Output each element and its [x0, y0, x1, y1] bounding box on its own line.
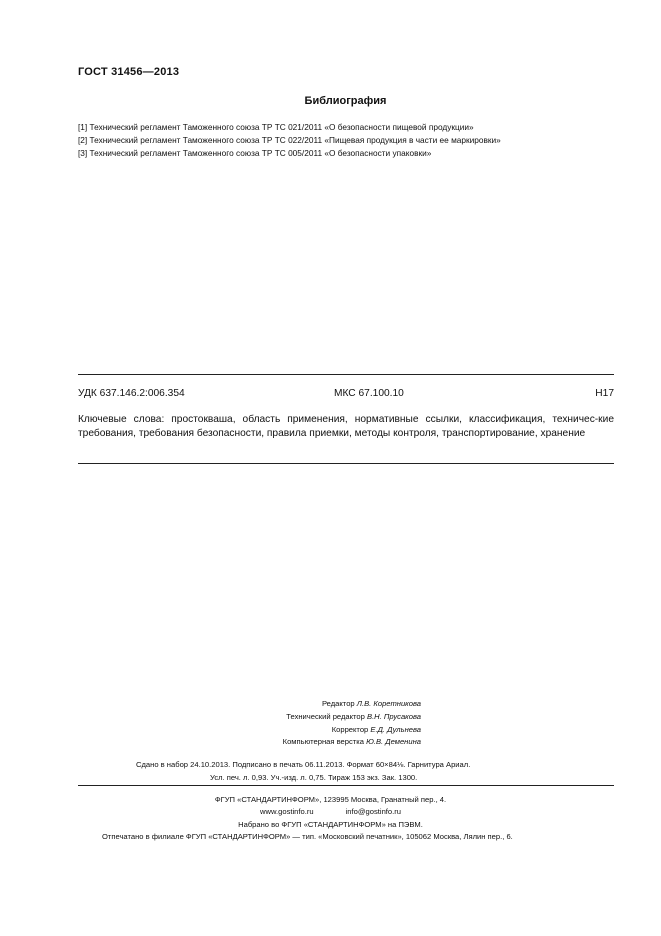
editor-role: Технический редактор: [286, 711, 365, 721]
editor-name: Ю.В. Деменина: [366, 737, 421, 747]
bottom-divider: [78, 463, 614, 464]
editor-name: Е.Д. Дульнева: [370, 724, 421, 734]
publisher-address: ФГУП «СТАНДАРТИНФОРМ», 123995 Москва, Гранатный пер., 4.: [214, 795, 447, 804]
editor-row: [0, 698, 421, 711]
okp-code: Н17: [595, 388, 614, 399]
keywords-text: Ключевые слова: простокваша, область применения, нормативные ссылки, классификация, техничес-кие требования, требования безопасности, правила приемки, методы контроля, транспортирование, хранение: [78, 414, 614, 439]
classification-row: [78, 388, 614, 399]
bibliography-item: [3] Технический регламент Таможенного союза ТР ТС 005/2011 «О безопасности упаковки»: [78, 148, 432, 158]
editor-role: Корректор: [331, 724, 369, 734]
print-info-line: Усл. печ. л. 0,93. Уч.-изд. л. 0,75. Тираж 153 экз. Зак. 1300.: [210, 772, 418, 782]
contact-row: [0, 806, 661, 818]
udk-code: УДК 637.146.2:006.354: [78, 388, 185, 399]
bibliography-item: [2] Технический регламент Таможенного союза ТР ТС 022/2011 «Пищевая продукция в части ее маркировки»: [78, 135, 501, 145]
editor-name: Л.В. Коретникова: [356, 699, 421, 708]
footer-divider: [78, 785, 614, 786]
editors-block: [0, 698, 661, 749]
editor-row: [0, 711, 421, 724]
bibliography-list: [78, 121, 501, 160]
editor-name: В.Н. Прусакова: [367, 711, 421, 721]
editor-row: [0, 736, 421, 749]
print-info-line: Сдано в набор 24.10.2013. Подписано в печать 06.11.2013. Формат 60×84⅛. Гарнитура Ариал.: [136, 760, 471, 769]
typeset-note: Набрано во ФГУП «СТАНДАРТИНФОРМ» на ПЭВМ.: [238, 819, 423, 829]
publisher-footer: [0, 794, 661, 841]
printed-note: Отпечатано в филиале ФГУП «СТАНДАРТИНФОРМ» — тип. «Московский печатник», 105062 Москва, Лялин пер., 6.: [102, 831, 513, 841]
bibliography-item: [1] Технический регламент Таможенного союза ТР ТС 021/2011 «О безопасности пищевой продукции»: [78, 122, 474, 132]
document-header: ГОСТ 31456—2013: [78, 66, 180, 78]
editor-row: [0, 724, 421, 737]
mks-code: МКС 67.100.10: [334, 388, 404, 399]
bibliography-title: Библиография: [304, 95, 387, 107]
top-divider: [78, 374, 614, 375]
editor-role: Компьютерная верстка: [282, 737, 364, 747]
email-link[interactable]: info@gostinfo.ru: [345, 807, 402, 817]
website-link[interactable]: www.gostinfo.ru: [259, 807, 314, 817]
editor-role: Редактор: [321, 699, 355, 708]
